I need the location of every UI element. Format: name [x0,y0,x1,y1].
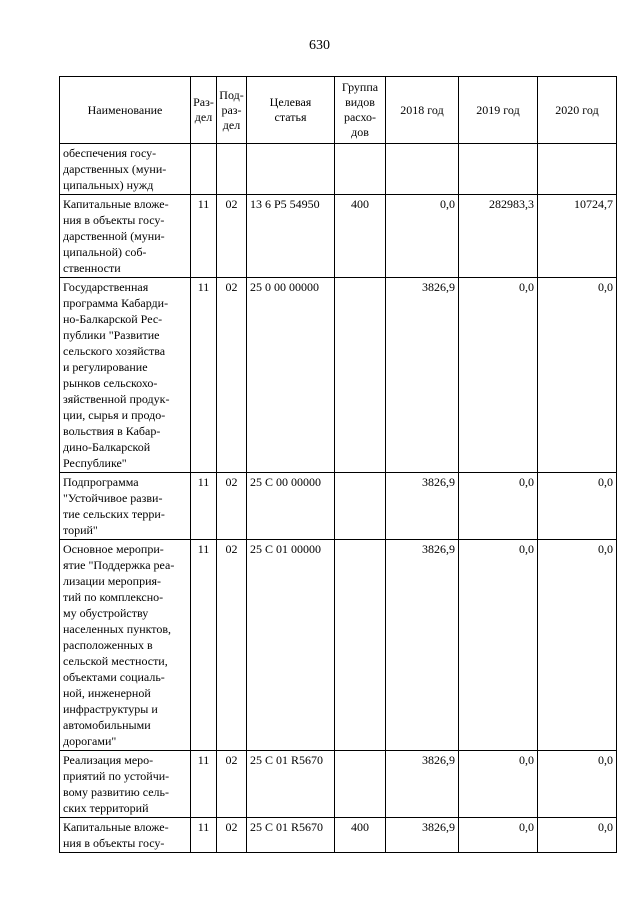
table-row [60,473,617,540]
table-row [60,278,617,473]
header-row [60,77,617,144]
row-subsection [217,144,247,195]
row-2019: 0,0 [459,818,538,853]
header-name: Наименование [60,77,191,144]
row-name: Капитальные вложе- ния в объекты госу- [60,818,191,853]
row-expense-group [335,540,386,751]
row-2020: 0,0 [538,540,617,751]
row-expense-group: 400 [335,818,386,853]
page-number: 630 [309,38,330,53]
row-section: 11 [191,195,217,278]
row-expense-group [335,751,386,818]
table-row [60,540,617,751]
row-name: Подпрограмма "Устойчивое разви- тие сельских терри- торий" [60,473,191,540]
row-subsection: 02 [217,473,247,540]
row-2020: 0,0 [538,278,617,473]
row-name: Основное меропри- ятие "Поддержка реа- лизации мероприя- тий по комплексно- му обустройству населенных пунктов, расположенных в сельской местности, объектами социаль- ной, инженерной инфраструктуры и автомобильными дорогами" [60,540,191,751]
header-2019: 2019 год [459,77,538,144]
row-2019: 0,0 [459,473,538,540]
row-expense-group [335,144,386,195]
row-section: 11 [191,278,217,473]
row-2019: 0,0 [459,540,538,751]
row-name: Капитальные вложе- ния в объекты госу- дарственной (муни- ципальной) соб- ственности [60,195,191,278]
header-section: Раз- дел [191,77,217,144]
row-2018: 3826,9 [386,818,459,853]
header-2018: 2018 год [386,77,459,144]
row-name: Реализация меро- приятий по устойчи- вому развитию сель- ских территорий [60,751,191,818]
row-2020: 0,0 [538,473,617,540]
row-name: Государственная программа Кабарди- но-Балкарской Рес- публики "Развитие сельского хозяйства и регулирование рынков сельскохо- зяйственной продук- ции, сырья и продо- вольствия в Кабар- дино-Балкарской Республике" [60,278,191,473]
row-2019: 0,0 [459,751,538,818]
row-expense-group [335,473,386,540]
row-2020: 0,0 [538,818,617,853]
row-subsection: 02 [217,278,247,473]
row-subsection: 02 [217,540,247,751]
header-expense-group: Группа видов расхо- дов [335,77,386,144]
table-row [60,818,617,853]
row-2020: 0,0 [538,751,617,818]
row-target-article: 25 0 00 00000 [247,278,335,473]
row-section: 11 [191,473,217,540]
row-expense-group [335,278,386,473]
row-section [191,144,217,195]
row-2018: 3826,9 [386,540,459,751]
row-2018: 3826,9 [386,473,459,540]
row-2020: 10724,7 [538,195,617,278]
row-target-article: 13 6 P5 54950 [247,195,335,278]
header-subsection: Под- раз- дел [217,77,247,144]
row-target-article: 25 С 01 R5670 [247,818,335,853]
table-row [60,751,617,818]
table-row [60,195,617,278]
row-2018: 3826,9 [386,751,459,818]
budget-table [59,76,617,853]
row-subsection: 02 [217,818,247,853]
row-target-article: 25 С 00 00000 [247,473,335,540]
row-2018 [386,144,459,195]
row-2020 [538,144,617,195]
row-expense-group: 400 [335,195,386,278]
row-2019: 282983,3 [459,195,538,278]
header-target-article: Целевая статья [247,77,335,144]
row-target-article [247,144,335,195]
row-2018: 3826,9 [386,278,459,473]
header-2020: 2020 год [538,77,617,144]
row-2018: 0,0 [386,195,459,278]
row-section: 11 [191,818,217,853]
row-subsection: 02 [217,751,247,818]
row-2019 [459,144,538,195]
table-row [60,144,617,195]
row-section: 11 [191,751,217,818]
row-target-article: 25 С 01 R5670 [247,751,335,818]
row-subsection: 02 [217,195,247,278]
row-section: 11 [191,540,217,751]
row-name: обеспечения госу- дарственных (муни- ципальных) нужд [60,144,191,195]
row-2019: 0,0 [459,278,538,473]
row-target-article: 25 С 01 00000 [247,540,335,751]
